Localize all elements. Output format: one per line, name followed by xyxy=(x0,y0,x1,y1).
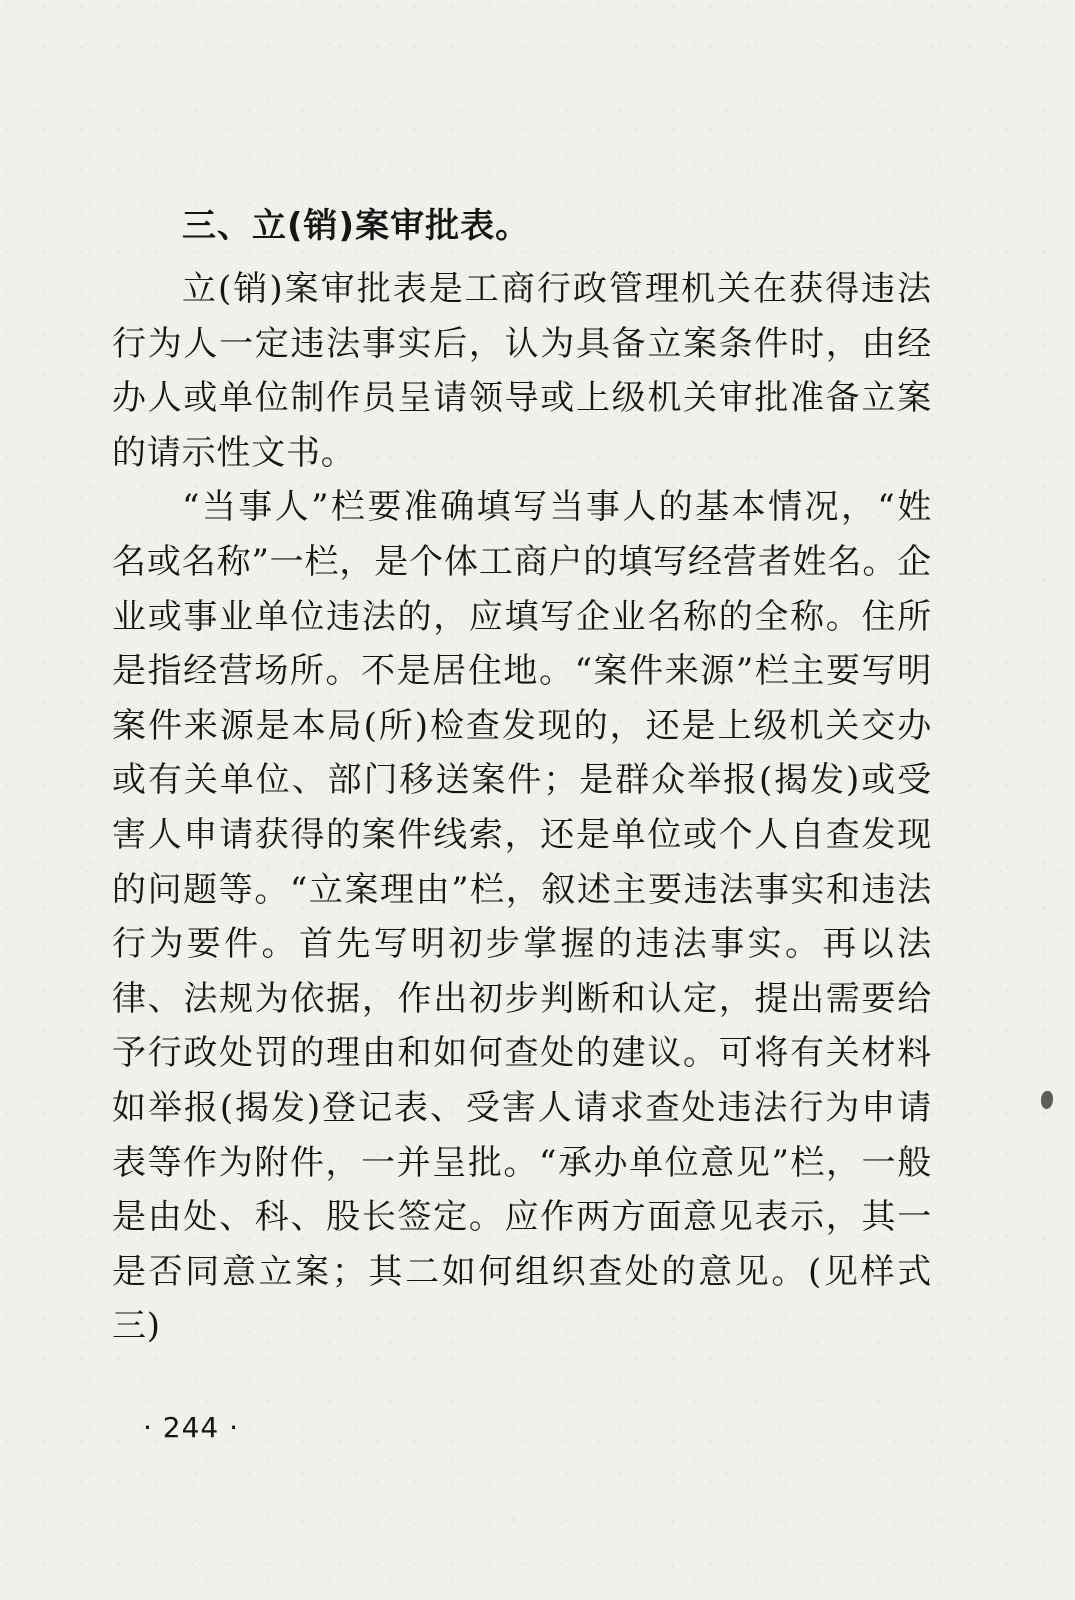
page-number: · 244 · xyxy=(143,1411,240,1444)
body-text xyxy=(112,200,932,1354)
section-heading: 三、立(销)案审批表。 xyxy=(182,206,531,246)
paragraph-filling-instructions: “当事人”栏要准确填写当事人的基本情况，“姓名或名称”一栏，是个体工商户的填写经营者姓名。企业或事业单位违法的，应填写企业名称的全称。住所是指经营场所。不是居住地。“案件来源”栏主要写明案件来源是本局(所)检查发现的，还是上级机关交办或有关单位、部门移送案件；是群众举报(揭发)或受害人申请获得的案件线索，还是单位或个人自查发现的问题等。“立案理由”栏，叙述主要违法事实和违法行为要件。首先写明初步掌握的违法事实。再以法律、法规为依据，作出初步判断和认定，提出需要给予行政处罚的理由和如何查处的建议。可将有关材料如举报(揭发)登记表、受害人请求查处违法行为申请表等作为附件，一并呈批。“承办单位意见”栏，一般是由处、科、股长签定。应作两方面意见表示，其一是否同意立案；其二如何组织查处的意见。(见样式三) xyxy=(112,487,932,1347)
ink-mark xyxy=(1041,1091,1053,1109)
paragraph-definition: 立(销)案审批表是工商行政管理机关在获得违法行为人一定违法事实后，认为具备立案条件时，由经办人或单位制作员呈请领导或上级机关审批准备立案的请示性文书。 xyxy=(112,269,932,473)
